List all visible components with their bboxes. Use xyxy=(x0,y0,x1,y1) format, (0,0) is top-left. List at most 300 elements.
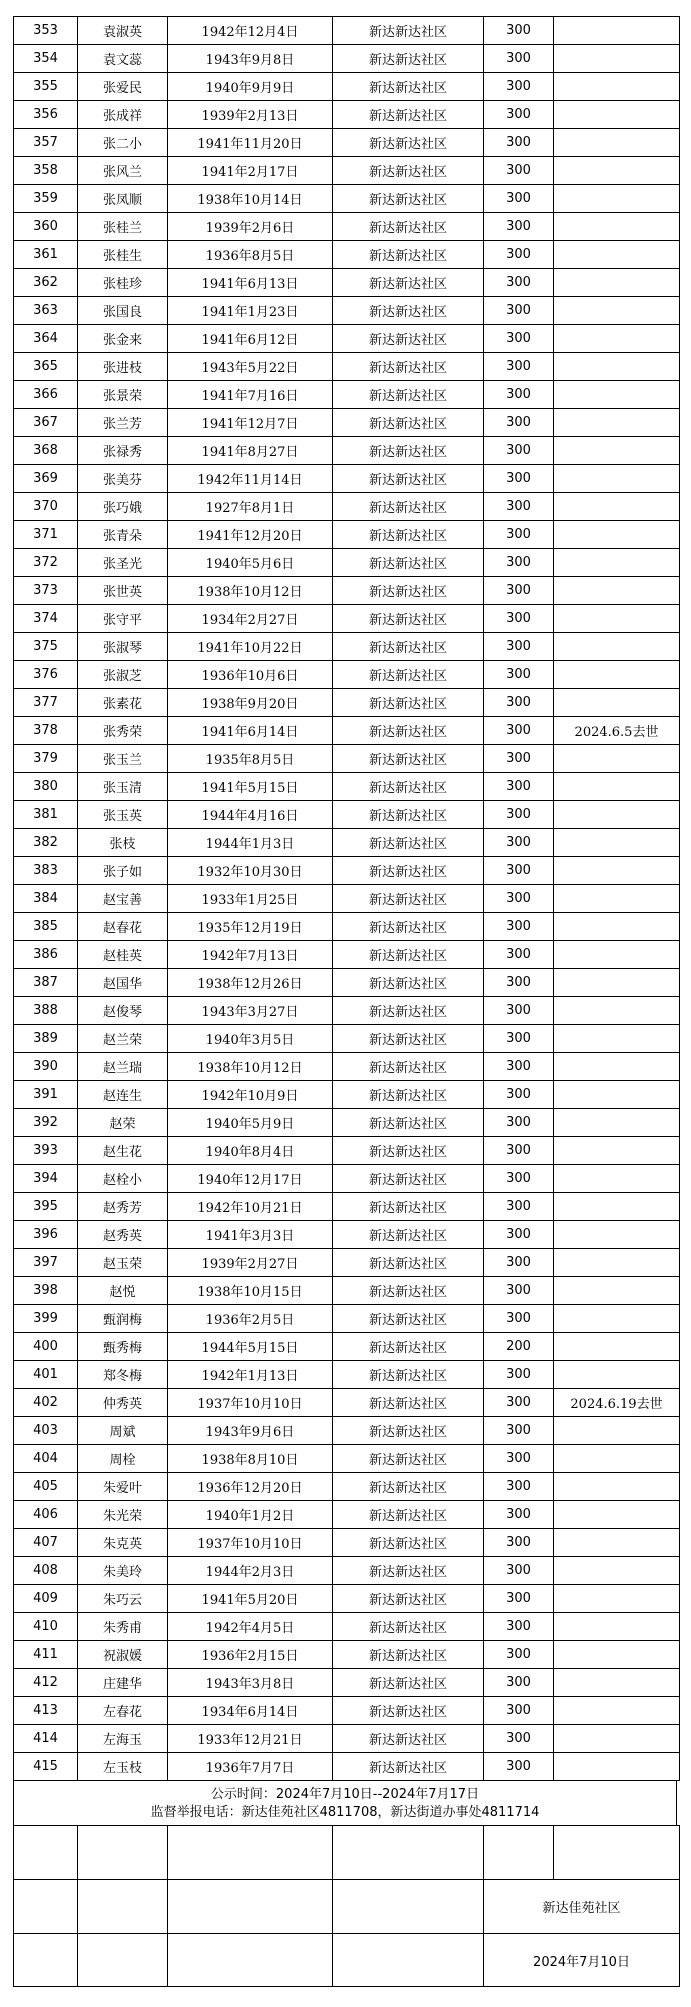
resident-name-cell: 赵兰瑞 xyxy=(78,1053,168,1081)
allowance-amount-cell: 300 xyxy=(484,1445,554,1473)
birth-date-cell: 1941年10月22日 xyxy=(168,633,333,661)
remark-cell xyxy=(554,633,680,661)
community-cell: 新达新达社区 xyxy=(333,605,484,633)
allowance-amount-cell: 300 xyxy=(484,549,554,577)
birth-date-cell: 1940年12月17日 xyxy=(168,1165,333,1193)
row-number-cell: 409 xyxy=(14,1585,78,1613)
resident-name-cell: 左海玉 xyxy=(78,1725,168,1753)
birth-date-cell: 1939年2月27日 xyxy=(168,1249,333,1277)
community-cell: 新达新达社区 xyxy=(333,269,484,297)
resident-name-cell: 张成祥 xyxy=(78,101,168,129)
blank-cell xyxy=(78,1826,168,1880)
remark-cell xyxy=(554,1669,680,1697)
row-number-cell: 371 xyxy=(14,521,78,549)
resident-name-cell: 甄润梅 xyxy=(78,1305,168,1333)
resident-name-cell: 张玉清 xyxy=(78,773,168,801)
community-cell: 新达新达社区 xyxy=(333,1641,484,1669)
allowance-amount-cell: 300 xyxy=(484,1109,554,1137)
birth-date-cell: 1940年1月2日 xyxy=(168,1501,333,1529)
remark-cell xyxy=(554,885,680,913)
resident-name-cell: 张风兰 xyxy=(78,157,168,185)
resident-name-cell: 赵秀芳 xyxy=(78,1193,168,1221)
resident-name-cell: 张玉英 xyxy=(78,801,168,829)
resident-name-cell: 朱秀甫 xyxy=(78,1613,168,1641)
community-cell: 新达新达社区 xyxy=(333,969,484,997)
birth-date-cell: 1935年12月19日 xyxy=(168,913,333,941)
birth-date-cell: 1927年8月1日 xyxy=(168,493,333,521)
remark-cell xyxy=(554,409,680,437)
resident-name-cell: 张进枝 xyxy=(78,353,168,381)
table-row xyxy=(14,1557,680,1585)
allowance-amount-cell: 300 xyxy=(484,1725,554,1753)
table-row xyxy=(14,493,680,521)
table-row xyxy=(14,129,680,157)
remark-cell xyxy=(554,1025,680,1053)
community-cell: 新达新达社区 xyxy=(333,241,484,269)
row-number-cell: 396 xyxy=(14,1221,78,1249)
birth-date-cell: 1932年10月30日 xyxy=(168,857,333,885)
community-cell: 新达新达社区 xyxy=(333,997,484,1025)
community-cell: 新达新达社区 xyxy=(333,1753,484,1781)
community-cell: 新达新达社区 xyxy=(333,1109,484,1137)
birth-date-cell: 1940年8月4日 xyxy=(168,1137,333,1165)
allowance-amount-cell: 300 xyxy=(484,1641,554,1669)
table-row xyxy=(14,1445,680,1473)
table-row xyxy=(14,409,680,437)
remark-cell xyxy=(554,1277,680,1305)
table-row xyxy=(14,857,680,885)
community-cell: 新达新达社区 xyxy=(333,689,484,717)
community-cell: 新达新达社区 xyxy=(333,1053,484,1081)
remark-cell xyxy=(554,129,680,157)
table-row xyxy=(14,1473,680,1501)
resident-name-cell: 郑冬梅 xyxy=(78,1361,168,1389)
remark-cell xyxy=(554,17,680,45)
row-number-cell: 415 xyxy=(14,1753,78,1781)
row-number-cell: 403 xyxy=(14,1417,78,1445)
resident-name-cell: 张金来 xyxy=(78,325,168,353)
birth-date-cell: 1942年7月13日 xyxy=(168,941,333,969)
table-row xyxy=(14,1501,680,1529)
community-cell: 新达新达社区 xyxy=(333,1137,484,1165)
allowance-amount-cell: 300 xyxy=(484,969,554,997)
resident-name-cell: 张世英 xyxy=(78,577,168,605)
remark-cell xyxy=(554,913,680,941)
table-row xyxy=(14,297,680,325)
allowance-amount-cell: 300 xyxy=(484,857,554,885)
remark-cell xyxy=(554,745,680,773)
row-number-cell: 361 xyxy=(14,241,78,269)
birth-date-cell: 1942年1月13日 xyxy=(168,1361,333,1389)
birth-date-cell: 1933年1月25日 xyxy=(168,885,333,913)
resident-name-cell: 张圣光 xyxy=(78,549,168,577)
birth-date-cell: 1941年11月20日 xyxy=(168,129,333,157)
allowance-amount-cell: 300 xyxy=(484,409,554,437)
allowance-amount-cell: 300 xyxy=(484,213,554,241)
community-cell: 新达新达社区 xyxy=(333,633,484,661)
resident-name-cell: 张秀荣 xyxy=(78,717,168,745)
table-row xyxy=(14,1277,680,1305)
row-number-cell: 388 xyxy=(14,997,78,1025)
birth-date-cell: 1939年2月13日 xyxy=(168,101,333,129)
table-row xyxy=(14,465,680,493)
allowance-amount-cell: 300 xyxy=(484,1053,554,1081)
community-cell: 新达新达社区 xyxy=(333,1417,484,1445)
resident-name-cell: 仲秀英 xyxy=(78,1389,168,1417)
resident-name-cell: 张禄秀 xyxy=(78,437,168,465)
table-row xyxy=(14,269,680,297)
table-row xyxy=(14,73,680,101)
birth-date-cell: 1938年10月12日 xyxy=(168,577,333,605)
remark-cell xyxy=(554,101,680,129)
birth-date-cell: 1941年3月3日 xyxy=(168,1221,333,1249)
signature-block xyxy=(13,1825,680,1987)
allowance-amount-cell: 300 xyxy=(484,437,554,465)
birth-date-cell: 1938年10月15日 xyxy=(168,1277,333,1305)
remark-cell xyxy=(554,969,680,997)
resident-name-cell: 张兰芳 xyxy=(78,409,168,437)
community-cell: 新达新达社区 xyxy=(333,1081,484,1109)
remark-cell xyxy=(554,213,680,241)
birth-date-cell: 1936年8月5日 xyxy=(168,241,333,269)
community-cell: 新达新达社区 xyxy=(333,409,484,437)
table-row xyxy=(14,185,680,213)
table-row xyxy=(14,1165,680,1193)
resident-name-cell: 张桂珍 xyxy=(78,269,168,297)
row-number-cell: 373 xyxy=(14,577,78,605)
birth-date-cell: 1942年12月4日 xyxy=(168,17,333,45)
allowance-amount-cell: 300 xyxy=(484,717,554,745)
row-number-cell: 407 xyxy=(14,1529,78,1557)
row-number-cell: 386 xyxy=(14,941,78,969)
remark-cell xyxy=(554,1109,680,1137)
row-number-cell: 362 xyxy=(14,269,78,297)
remark-cell xyxy=(554,437,680,465)
birth-date-cell: 1941年6月14日 xyxy=(168,717,333,745)
birth-date-cell: 1941年1月23日 xyxy=(168,297,333,325)
row-number-cell: 367 xyxy=(14,409,78,437)
community-cell: 新达新达社区 xyxy=(333,1389,484,1417)
table-row xyxy=(14,17,680,45)
resident-name-cell: 庄建华 xyxy=(78,1669,168,1697)
supervision-hotline: 监督举报电话：新达佳苑社区4811708，新达街道办事处4811714 xyxy=(150,1805,540,1820)
allowance-amount-cell: 300 xyxy=(484,493,554,521)
row-number-cell: 365 xyxy=(14,353,78,381)
remark-cell xyxy=(554,1529,680,1557)
birth-date-cell: 1941年5月15日 xyxy=(168,773,333,801)
remark-cell xyxy=(554,465,680,493)
community-cell: 新达新达社区 xyxy=(333,1585,484,1613)
table-row xyxy=(14,577,680,605)
birth-date-cell: 1938年8月10日 xyxy=(168,1445,333,1473)
table-row xyxy=(14,1753,680,1781)
table-row xyxy=(14,1249,680,1277)
row-number-cell: 394 xyxy=(14,1165,78,1193)
remark-cell xyxy=(554,689,680,717)
table-row xyxy=(14,1193,680,1221)
resident-name-cell: 赵荣 xyxy=(78,1109,168,1137)
resident-name-cell: 左玉枝 xyxy=(78,1753,168,1781)
birth-date-cell: 1941年12月7日 xyxy=(168,409,333,437)
birth-date-cell: 1940年5月9日 xyxy=(168,1109,333,1137)
allowance-amount-cell: 300 xyxy=(484,17,554,45)
resident-name-cell: 赵生花 xyxy=(78,1137,168,1165)
remark-cell xyxy=(554,1053,680,1081)
community-cell: 新达新达社区 xyxy=(333,17,484,45)
community-cell: 新达新达社区 xyxy=(333,45,484,73)
blank-cell xyxy=(554,1826,680,1880)
community-cell: 新达新达社区 xyxy=(333,885,484,913)
row-number-cell: 359 xyxy=(14,185,78,213)
birth-date-cell: 1944年2月3日 xyxy=(168,1557,333,1585)
remark-cell xyxy=(554,297,680,325)
row-number-cell: 390 xyxy=(14,1053,78,1081)
remark-cell xyxy=(554,1641,680,1669)
allowance-amount-cell: 300 xyxy=(484,325,554,353)
row-number-cell: 354 xyxy=(14,45,78,73)
birth-date-cell: 1944年4月16日 xyxy=(168,801,333,829)
community-cell: 新达新达社区 xyxy=(333,577,484,605)
allowance-amount-cell: 300 xyxy=(484,1613,554,1641)
birth-date-cell: 1935年8月5日 xyxy=(168,745,333,773)
birth-date-cell: 1944年5月15日 xyxy=(168,1333,333,1361)
blank-cell xyxy=(78,1934,168,1987)
row-number-cell: 363 xyxy=(14,297,78,325)
table-row xyxy=(14,1137,680,1165)
row-number-cell: 376 xyxy=(14,661,78,689)
birth-date-cell: 1942年10月9日 xyxy=(168,1081,333,1109)
row-number-cell: 377 xyxy=(14,689,78,717)
row-number-cell: 382 xyxy=(14,829,78,857)
community-cell: 新达新达社区 xyxy=(333,549,484,577)
row-number-cell: 410 xyxy=(14,1613,78,1641)
row-number-cell: 360 xyxy=(14,213,78,241)
allowance-amount-cell: 300 xyxy=(484,745,554,773)
remark-cell xyxy=(554,241,680,269)
allowance-amount-cell: 300 xyxy=(484,1585,554,1613)
row-number-cell: 355 xyxy=(14,73,78,101)
allowance-amount-cell: 300 xyxy=(484,1389,554,1417)
birth-date-cell: 1937年10月10日 xyxy=(168,1389,333,1417)
remark-cell xyxy=(554,1249,680,1277)
community-cell: 新达新达社区 xyxy=(333,1473,484,1501)
resident-name-cell: 朱克英 xyxy=(78,1529,168,1557)
row-number-cell: 379 xyxy=(14,745,78,773)
table-row xyxy=(14,1669,680,1697)
allowance-amount-cell: 300 xyxy=(484,157,554,185)
resident-name-cell: 张青朵 xyxy=(78,521,168,549)
row-number-cell: 412 xyxy=(14,1669,78,1697)
community-cell: 新达新达社区 xyxy=(333,325,484,353)
birth-date-cell: 1941年5月20日 xyxy=(168,1585,333,1613)
resident-name-cell: 赵俊琴 xyxy=(78,997,168,1025)
birth-date-cell: 1943年9月8日 xyxy=(168,45,333,73)
row-number-cell: 385 xyxy=(14,913,78,941)
row-number-cell: 378 xyxy=(14,717,78,745)
blank-cell xyxy=(14,1880,78,1934)
table-row xyxy=(14,325,680,353)
remark-cell xyxy=(554,1753,680,1781)
resident-name-cell: 张爱民 xyxy=(78,73,168,101)
table-row xyxy=(14,549,680,577)
row-number-cell: 353 xyxy=(14,17,78,45)
remark-cell xyxy=(554,381,680,409)
remark-cell xyxy=(554,45,680,73)
allowance-amount-cell: 300 xyxy=(484,577,554,605)
row-number-cell: 414 xyxy=(14,1725,78,1753)
row-number-cell: 398 xyxy=(14,1277,78,1305)
allowance-amount-cell: 300 xyxy=(484,1529,554,1557)
community-cell: 新达新达社区 xyxy=(333,745,484,773)
birth-date-cell: 1937年10月10日 xyxy=(168,1529,333,1557)
resident-name-cell: 张桂生 xyxy=(78,241,168,269)
allowance-amount-cell: 300 xyxy=(484,605,554,633)
remark-cell xyxy=(554,185,680,213)
birth-date-cell: 1940年5月6日 xyxy=(168,549,333,577)
remark-cell: 2024.6.5去世 xyxy=(554,717,680,745)
table-row xyxy=(14,213,680,241)
allowance-amount-cell: 300 xyxy=(484,45,554,73)
row-number-cell: 402 xyxy=(14,1389,78,1417)
row-number-cell: 368 xyxy=(14,437,78,465)
community-cell: 新达新达社区 xyxy=(333,493,484,521)
remark-cell xyxy=(554,1697,680,1725)
community-cell: 新达新达社区 xyxy=(333,1221,484,1249)
resident-name-cell: 赵春花 xyxy=(78,913,168,941)
resident-name-cell: 朱美玲 xyxy=(78,1557,168,1585)
publicity-period: 公示时间：2024年7月10日--2024年7月17日 xyxy=(210,1787,480,1802)
community-cell: 新达新达社区 xyxy=(333,1193,484,1221)
signing-date: 2024年7月10日 xyxy=(484,1934,680,1987)
signing-organization: 新达佳苑社区 xyxy=(484,1880,680,1934)
table-row xyxy=(14,801,680,829)
blank-cell xyxy=(168,1880,333,1934)
row-number-cell: 400 xyxy=(14,1333,78,1361)
remark-cell xyxy=(554,829,680,857)
birth-date-cell: 1941年6月13日 xyxy=(168,269,333,297)
resident-name-cell: 朱爱叶 xyxy=(78,1473,168,1501)
resident-name-cell: 赵国华 xyxy=(78,969,168,997)
table-row xyxy=(14,1221,680,1249)
table-row xyxy=(14,1109,680,1137)
allowance-amount-cell: 300 xyxy=(484,465,554,493)
table-row xyxy=(14,45,680,73)
allowance-amount-cell: 300 xyxy=(484,1669,554,1697)
allowance-amount-cell: 300 xyxy=(484,689,554,717)
resident-name-cell: 朱光荣 xyxy=(78,1501,168,1529)
table-row xyxy=(14,969,680,997)
allowance-amount-cell: 300 xyxy=(484,1165,554,1193)
remark-cell xyxy=(554,1193,680,1221)
allowance-amount-cell: 300 xyxy=(484,269,554,297)
table-row xyxy=(14,381,680,409)
table-row xyxy=(14,241,680,269)
remark-cell xyxy=(554,1501,680,1529)
allowance-amount-cell: 300 xyxy=(484,1305,554,1333)
row-number-cell: 408 xyxy=(14,1557,78,1585)
allowance-amount-cell: 300 xyxy=(484,1473,554,1501)
blank-cell xyxy=(333,1934,484,1987)
birth-date-cell: 1938年12月26日 xyxy=(168,969,333,997)
row-number-cell: 369 xyxy=(14,465,78,493)
allowance-amount-cell: 300 xyxy=(484,73,554,101)
birth-date-cell: 1938年9月20日 xyxy=(168,689,333,717)
allowance-amount-cell: 300 xyxy=(484,1557,554,1585)
table-row xyxy=(14,1725,680,1753)
blank-cell xyxy=(14,1826,78,1880)
birth-date-cell: 1943年9月6日 xyxy=(168,1417,333,1445)
resident-name-cell: 赵桂英 xyxy=(78,941,168,969)
row-number-cell: 392 xyxy=(14,1109,78,1137)
birth-date-cell: 1941年6月12日 xyxy=(168,325,333,353)
table-row xyxy=(14,997,680,1025)
resident-name-cell: 甄秀梅 xyxy=(78,1333,168,1361)
resident-name-cell: 赵兰荣 xyxy=(78,1025,168,1053)
remark-cell xyxy=(554,1417,680,1445)
table-row xyxy=(14,101,680,129)
community-cell: 新达新达社区 xyxy=(333,1333,484,1361)
blank-cell xyxy=(168,1826,333,1880)
row-number-cell: 411 xyxy=(14,1641,78,1669)
remark-cell xyxy=(554,157,680,185)
community-cell: 新达新达社区 xyxy=(333,1613,484,1641)
remark-cell xyxy=(554,1137,680,1165)
recipient-table-body xyxy=(14,17,680,1781)
community-cell: 新达新达社区 xyxy=(333,381,484,409)
resident-name-cell: 赵玉荣 xyxy=(78,1249,168,1277)
remark-cell xyxy=(554,1557,680,1585)
row-number-cell: 375 xyxy=(14,633,78,661)
row-number-cell: 374 xyxy=(14,605,78,633)
birth-date-cell: 1936年2月5日 xyxy=(168,1305,333,1333)
remark-cell xyxy=(554,801,680,829)
community-cell: 新达新达社区 xyxy=(333,1277,484,1305)
allowance-amount-cell: 300 xyxy=(484,1277,554,1305)
row-number-cell: 387 xyxy=(14,969,78,997)
resident-name-cell: 袁淑英 xyxy=(78,17,168,45)
birth-date-cell: 1936年10月6日 xyxy=(168,661,333,689)
resident-name-cell: 张素花 xyxy=(78,689,168,717)
resident-name-cell: 张桂兰 xyxy=(78,213,168,241)
community-cell: 新达新达社区 xyxy=(333,1361,484,1389)
allowance-amount-cell: 300 xyxy=(484,1417,554,1445)
remark-cell xyxy=(554,1361,680,1389)
community-cell: 新达新达社区 xyxy=(333,101,484,129)
allowance-amount-cell: 300 xyxy=(484,101,554,129)
allowance-amount-cell: 300 xyxy=(484,1025,554,1053)
resident-name-cell: 张子如 xyxy=(78,857,168,885)
row-number-cell: 370 xyxy=(14,493,78,521)
table-row xyxy=(14,773,680,801)
community-cell: 新达新达社区 xyxy=(333,465,484,493)
birth-date-cell: 1933年12月21日 xyxy=(168,1725,333,1753)
row-number-cell: 380 xyxy=(14,773,78,801)
birth-date-cell: 1942年10月21日 xyxy=(168,1193,333,1221)
row-number-cell: 404 xyxy=(14,1445,78,1473)
table-row xyxy=(14,885,680,913)
birth-date-cell: 1938年10月12日 xyxy=(168,1053,333,1081)
allowance-amount-cell: 300 xyxy=(484,1697,554,1725)
table-row xyxy=(14,605,680,633)
community-cell: 新达新达社区 xyxy=(333,213,484,241)
row-number-cell: 384 xyxy=(14,885,78,913)
resident-name-cell: 张景荣 xyxy=(78,381,168,409)
table-row xyxy=(14,661,680,689)
blank-cell xyxy=(168,1934,333,1987)
community-cell: 新达新达社区 xyxy=(333,717,484,745)
community-cell: 新达新达社区 xyxy=(333,773,484,801)
community-cell: 新达新达社区 xyxy=(333,941,484,969)
